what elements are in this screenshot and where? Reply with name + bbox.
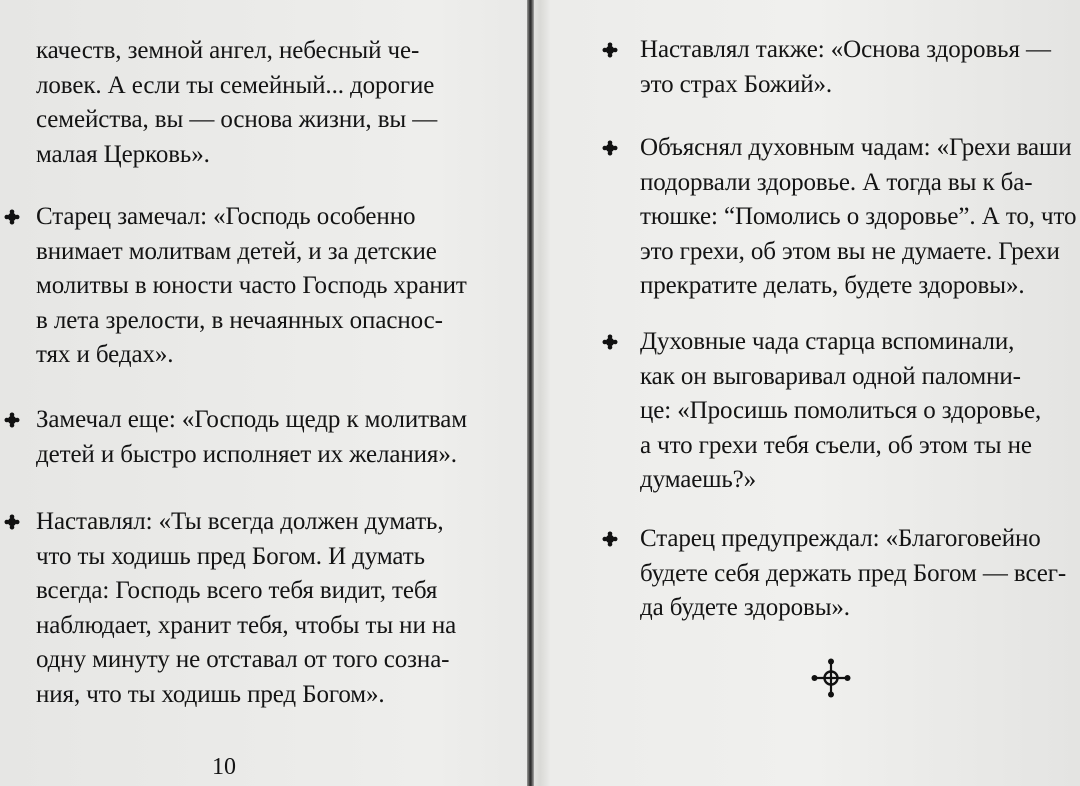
text-line: а что грехи тебя съели, об этом ты не xyxy=(640,431,1032,459)
text-line: семейства, вы — основа жизни, вы — xyxy=(36,106,438,133)
paragraph xyxy=(36,505,456,712)
text-line: как он выговаривал одной паломни- xyxy=(640,362,1021,390)
page-number: 10 xyxy=(212,754,236,780)
paragraph xyxy=(36,403,467,472)
text-line: да будете здоровы». xyxy=(640,594,850,621)
flower-bullet-icon xyxy=(602,334,618,350)
text-line: прекратите делать, будете здоровы». xyxy=(640,272,1025,299)
paragraph xyxy=(36,200,467,373)
paragraph xyxy=(640,522,1066,626)
text-line: Наставлял также: «Основа здоровья — xyxy=(640,36,1051,63)
text-line: ния, что ты ходишь пред Богом». xyxy=(36,680,385,708)
text-line: наблюдает, хранит тебя, чтобы ты ни на xyxy=(36,611,457,639)
book-spine xyxy=(527,0,534,786)
text-line: внимает молитвам детей, и за детские xyxy=(36,237,437,265)
text-line: детей и быстро исполняет их желания». xyxy=(36,440,457,468)
paragraph xyxy=(640,325,1041,498)
text-line: думаешь?» xyxy=(640,466,757,493)
text-line: это грехи, об этом вы не думаете. Грехи xyxy=(640,237,1060,265)
text-line: одну минуту не отставал от того созна- xyxy=(36,646,450,673)
text-line: тюшке: “Помолись о здоровье”. А то, что xyxy=(640,203,1077,230)
flower-bullet-icon xyxy=(602,531,618,547)
right-page xyxy=(534,0,1080,786)
text-line: будете себя держать пред Богом — всег- xyxy=(640,559,1067,587)
text-line: це: «Просишь помолиться о здоровье, xyxy=(640,397,1042,424)
flower-bullet-icon xyxy=(602,140,618,156)
text-line: в лета зрелости, в нечаянных опаснос- xyxy=(36,306,443,334)
cross-ornament-icon xyxy=(811,658,851,698)
text-line: подорвали здоровье. А тогда вы к ба- xyxy=(640,168,1033,196)
text-line: Наставлял: «Ты всегда должен думать, xyxy=(36,508,444,535)
text-line: тях и бедах». xyxy=(36,341,174,368)
text-line: Духовные чада старца вспоминали, xyxy=(640,328,1015,355)
text-line: молитвы в юности часто Господь хранит xyxy=(36,272,467,299)
text-line: всегда: Господь всего тебя видит, тебя xyxy=(36,577,438,604)
flower-bullet-icon xyxy=(4,412,20,428)
paragraph xyxy=(640,33,1051,102)
text-line: Старец замечал: «Господь особенно xyxy=(36,203,416,230)
flower-bullet-icon xyxy=(4,209,20,225)
text-line: что ты ходишь пред Богом. И думать xyxy=(36,542,425,570)
paragraph xyxy=(36,34,437,172)
left-page xyxy=(0,0,528,786)
text-line: Старец предупреждал: «Благоговейно xyxy=(640,525,1041,552)
flower-bullet-icon xyxy=(4,514,20,530)
text-line: качеств, земной ангел, небесный че- xyxy=(36,37,420,64)
flower-bullet-icon xyxy=(602,42,618,58)
text-line: ловек. А если ты семейный... дорогие xyxy=(36,71,435,99)
text-line: Замечал еще: «Господь щедр к молитвам xyxy=(36,406,468,433)
text-line: малая Церковь». xyxy=(36,140,210,168)
text-line: это страх Божий». xyxy=(640,70,833,98)
text-line: Объяснял духовным чадам: «Грехи ваши xyxy=(640,134,1072,161)
paragraph xyxy=(640,131,1076,304)
